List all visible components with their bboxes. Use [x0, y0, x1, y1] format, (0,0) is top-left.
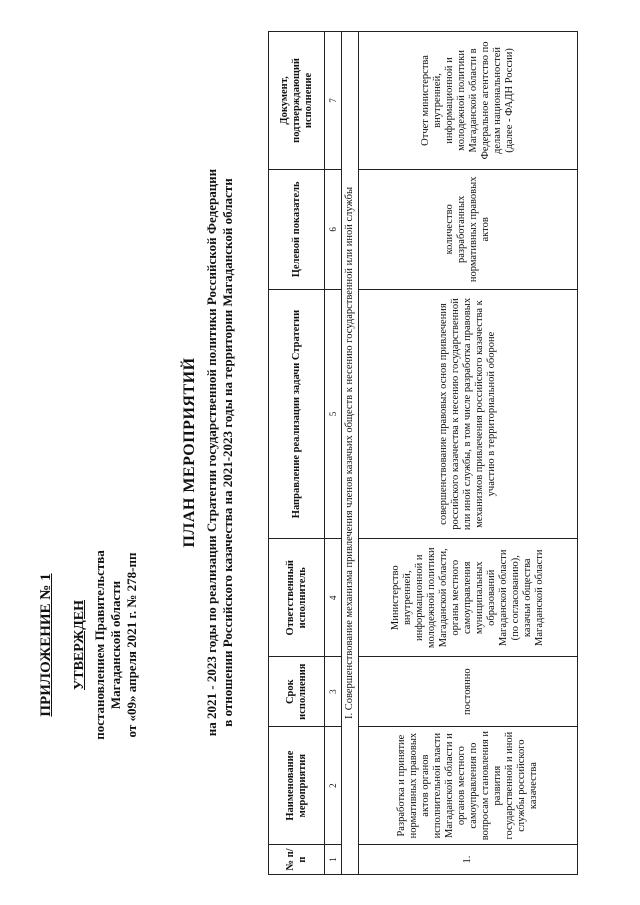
- row-resp: Министерство внутренней, информационной и молодежной политики Магаданской области, органы местного самоуправления муниципальных образований Магаданской области (по согласованию), казачьи общества Магаданской области: [359, 539, 578, 657]
- approval-line-3: от «09» апреля 2021 г. № 278-пп: [124, 552, 139, 738]
- row-document: Отчет министерства внутренней, информационной и молодежной политики Магаданской области в Федеральное агентство по делам национальностей (далее - ФАДН России): [359, 32, 578, 170]
- section-row: [342, 32, 359, 875]
- header-num: № п/п: [269, 845, 325, 875]
- table-header-row: [269, 32, 325, 875]
- header-indicator: Целевой показатель: [269, 169, 325, 289]
- header-direction: Направление реализации задачи Стратегии: [269, 289, 325, 539]
- header-resp: Ответственный исполнитель: [269, 539, 325, 657]
- column-number-row: [325, 32, 342, 875]
- approved-label: УТВЕРЖДЕН: [72, 599, 87, 691]
- header-document: Документ, подтверждающий исполнение: [269, 32, 325, 170]
- col-number: 1: [325, 845, 342, 875]
- header-name: Наименование мероприятия: [269, 727, 325, 845]
- col-number: 5: [325, 289, 342, 539]
- col-number: 4: [325, 539, 342, 657]
- title-sub-2: в отношении Российского казачества на 2021-2023 годы на территории Магаданской области: [220, 178, 235, 727]
- title-main: ПЛАН МЕРОПРИЯТИЙ: [181, 357, 198, 548]
- row-name: Разработка и принятие нормативных правовых актов органов исполнительной власти Магаданской области и органов местного самоуправления по вопросам становления и развития государственной и иной службы российского казачества: [359, 727, 578, 845]
- row-direction: совершенствование правовых основ привлечения российского казачества к несению государственной или иной службы, в том числе разработка правовых механизмов привлечения российского казачества к участию в территориальной обороне: [359, 289, 578, 539]
- col-number: 2: [325, 727, 342, 845]
- col-number: 7: [325, 32, 342, 170]
- plan-table: [268, 31, 578, 875]
- title-sub-1: на 2021 - 2023 годы по реализации Стратегии государственной политики Российской Федерации: [204, 168, 219, 737]
- appendix-label: ПРИЛОЖЕНИЕ № 1: [38, 573, 54, 717]
- row-indicator: количество разработанных нормативных правовых актов: [359, 169, 578, 289]
- approval-header: [38, 425, 140, 865]
- row-num: 1.: [359, 845, 578, 875]
- document-title: [182, 0, 236, 905]
- approval-line-2: Магаданской области: [108, 580, 123, 710]
- row-term: постоянно: [359, 657, 578, 727]
- table-row: [359, 32, 578, 875]
- header-term: Срок исполнения: [269, 657, 325, 727]
- section-title: I. Совершенствование механизма привлечения членов казачьих обществ к несению государственной или иной службы: [342, 32, 359, 875]
- col-number: 3: [325, 657, 342, 727]
- col-number: 6: [325, 169, 342, 289]
- approval-line-1: постановлением Правительства: [92, 550, 107, 740]
